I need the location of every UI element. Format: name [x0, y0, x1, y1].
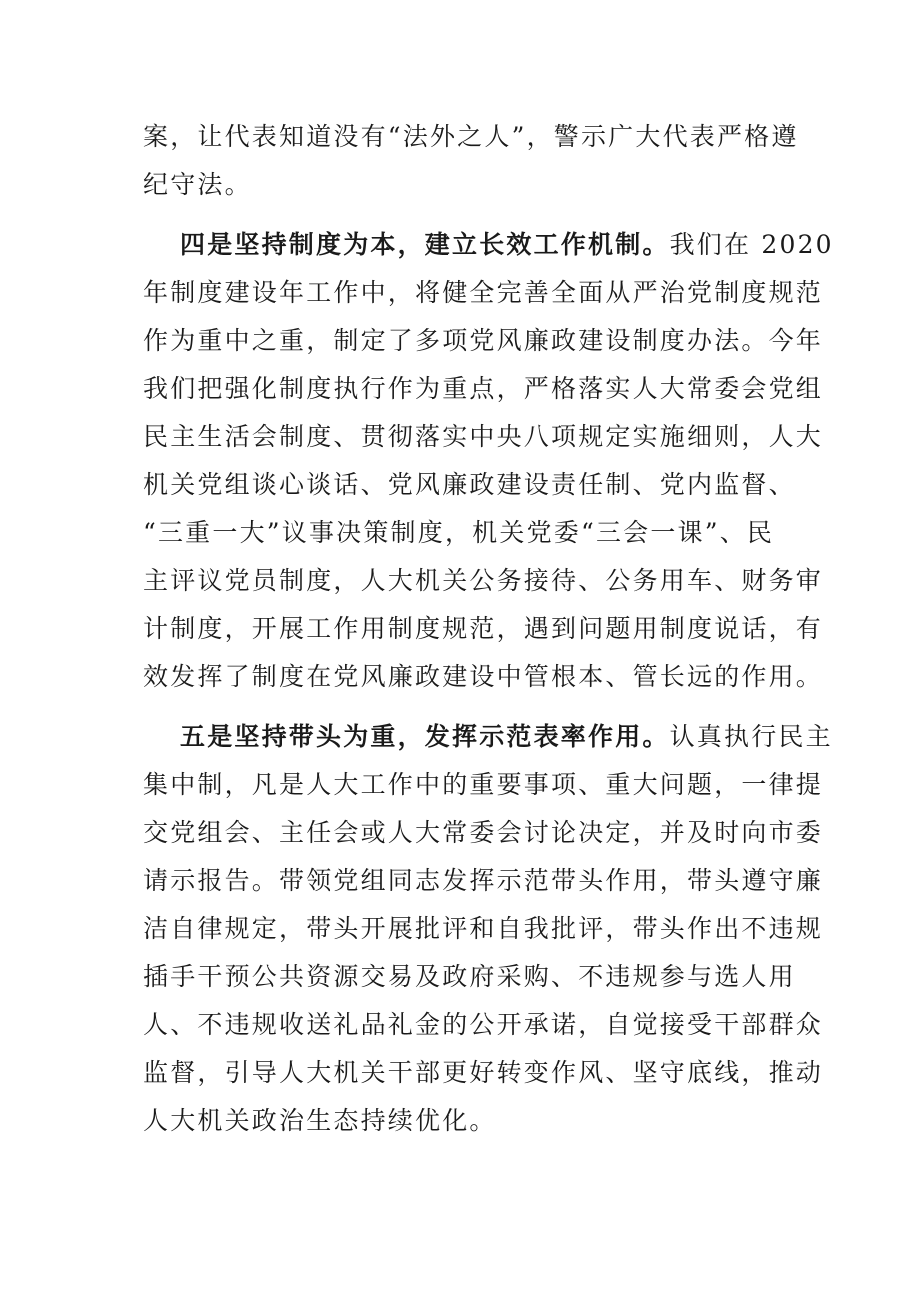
text-line: 人大机关政治生态持续优化。 — [143, 1106, 497, 1135]
paragraph-institutional-mechanism — [143, 221, 834, 701]
text-line: 效发挥了制度在党风廉政建设中管根本、管长远的作用。 — [143, 662, 824, 691]
text-line: 年制度建设年工作中，将健全完善全面从严治党制度规范 — [143, 278, 824, 307]
paragraph-continuation — [143, 113, 799, 209]
text-line: 请示报告。带领党组同志发挥示范带头作用，带头遵守廉 — [143, 866, 824, 895]
text-line: 主评议党员制度，人大机关公务接待、公务用车、财务审 — [143, 566, 824, 595]
document-body — [143, 113, 834, 1145]
text-line: 监督，引导人大机关干部更好转变作风、坚守底线，推动 — [143, 1058, 824, 1087]
paragraph-leading-by-example — [143, 713, 833, 1145]
text-line: 计制度，开展工作用制度规范，遇到问题用制度说话，有 — [143, 614, 824, 643]
text-line: 洁自律规定，带头开展批评和自我批评，带头作出不违规 — [143, 914, 824, 943]
text-line: 我们把强化制度执行作为重点，严格落实人大常委会党组 — [143, 374, 824, 403]
text-line: 机关党组谈心谈话、党风廉政建设责任制、党内监督、 — [143, 470, 796, 499]
text-line: 纪守法。 — [143, 170, 252, 199]
text-line: “三重一大”议事决策制度，机关党委“三会一课”、民 — [143, 518, 775, 547]
text-run: 我们在 2020 — [669, 230, 834, 259]
text-line: 案，让代表知道没有“法外之人”，警示广大代表严格遵 — [143, 122, 799, 151]
text-line: 作为重中之重，制定了多项党风廉政建设制度办法。今年 — [143, 326, 824, 355]
text-line: 集中制，凡是人大工作中的重要事项、重大问题，一律提 — [143, 770, 824, 799]
text-line: 人、不违规收送礼品礼金的公开承诺，自觉接受干部群众 — [143, 1010, 824, 1039]
text-line: 交党组会、主任会或人大常委会讨论决定，并及时向市委 — [143, 818, 824, 847]
paragraph-heading: 五是坚持带头为重，发挥示范表率作用。 — [180, 722, 670, 751]
text-line: 插手干预公共资源交易及政府采购、不违规参与选人用 — [143, 962, 796, 991]
paragraph-first-line — [143, 221, 834, 269]
text-line: 民主生活会制度、贯彻落实中央八项规定实施细则，人大 — [143, 422, 824, 451]
paragraph-first-line — [143, 713, 833, 761]
text-run: 认真执行民主 — [669, 722, 833, 751]
paragraph-heading: 四是坚持制度为本，建立长效工作机制。 — [180, 230, 670, 259]
